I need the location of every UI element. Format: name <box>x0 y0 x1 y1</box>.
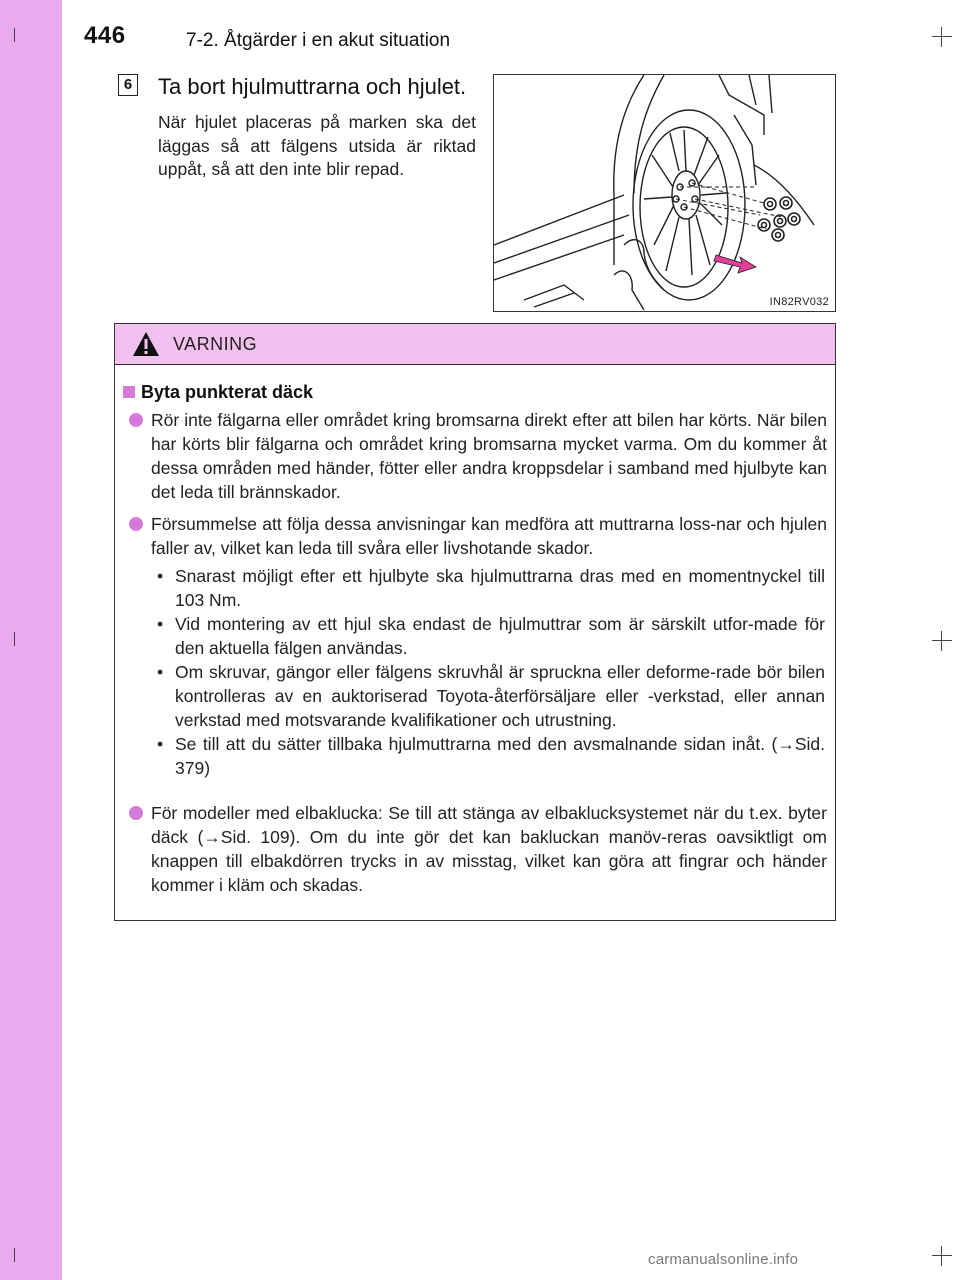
crop-mark <box>941 631 942 651</box>
side-color-band <box>0 0 62 1280</box>
warning-item-text: För modeller med elbaklucka: Se till att stänga av elbaklucksystemet när du t.ex. byter däck (→Sid. 109). Om du inte gör det kan bakluckan manöv-reras oavsiktligt om knappen till elbakdörren trycks in av misstag, vilket kan göra att fingrar och händer kommer i kläm och skadas. <box>151 803 827 895</box>
wheel-removal-illustration <box>493 74 836 312</box>
warning-triangle-icon <box>131 330 161 358</box>
warning-item <box>127 512 827 560</box>
crop-mark <box>14 1248 15 1262</box>
round-bullet-icon <box>129 517 143 531</box>
round-bullet-icon <box>129 413 143 427</box>
warning-sub-list <box>153 564 825 780</box>
wheel-diagram-svg <box>494 75 834 310</box>
sub-list-item: • Vid montering av ett hjul ska endast de hjulmuttrar som är särskilt utfor-made för den aktuella fälgen användas. <box>157 614 825 658</box>
sub-item-text: Om skruvar, gängor eller fälgens skruvhål är spruckna eller deforme-rade bör bilen kontrolleras av en auktoriserad Toyota-återförsäljare eller -verkstad, eller annan verkstad med motsvarande kvalifikationer och utrustning. <box>175 662 825 730</box>
sub-list-item: • Snarast möjligt efter ett hjulbyte ska hjulmuttrarna dras med en momentnyckel till 103 Nm. <box>157 566 825 610</box>
step-body-text: När hjulet placeras på marken ska det läggas så att fälgens utsida är riktad uppåt, så att den inte blir repad. <box>158 112 476 179</box>
sub-item-text: Snarast möjligt efter ett hjulbyte ska hjulmuttrarna dras med en momentnyckel till 103 Nm. <box>175 566 825 610</box>
sub-list-item: • Om skruvar, gängor eller fälgens skruvhål är spruckna eller deforme-rade bör bilen kontrolleras av en auktoriserad Toyota-återförsäljare eller -verkstad, eller annan verkstad med motsvarande kvalifikationer och utrustning. <box>157 662 825 730</box>
sub-item-text: Se till att du sätter tillbaka hjulmuttrarna med den avsmalnande sidan inåt. (→Sid. 379) <box>175 734 825 778</box>
warning-box <box>114 323 836 921</box>
sub-item-text: Vid montering av ett hjul ska endast de hjulmuttrar som är särskilt utfor-made för den aktuella fälgen användas. <box>175 614 825 658</box>
square-bullet-icon <box>123 386 135 398</box>
crop-mark <box>14 632 15 646</box>
crop-mark <box>14 28 15 42</box>
warning-item-text: Försummelse att följa dessa anvisningar kan medföra att muttrarna loss-nar och hjulen faller av, vilket kan leda till svåra eller livshotande skador. <box>151 514 827 558</box>
warning-title: VARNING <box>173 334 258 354</box>
warning-item <box>127 801 827 897</box>
warning-header <box>115 324 835 365</box>
crop-mark <box>932 36 952 37</box>
warning-item <box>127 408 827 504</box>
warning-section-heading <box>123 382 313 403</box>
step-number-badge: 6 <box>118 74 138 96</box>
section-title: 7-2. Åtgärder i en akut situation <box>186 30 451 51</box>
sub-list-item: • Se till att du sätter tillbaka hjulmuttrarna med den avsmalnande sidan inåt. (→Sid. 379) <box>157 734 825 778</box>
footer-watermark: carmanualsonline.info <box>648 1251 799 1268</box>
crop-mark <box>941 27 942 47</box>
crop-mark <box>941 1246 942 1266</box>
crop-mark <box>932 640 952 641</box>
crop-mark <box>932 1255 952 1256</box>
illustration-code: IN82RV032 <box>769 296 829 308</box>
round-bullet-icon <box>129 806 143 820</box>
page-number: 446 <box>84 22 126 49</box>
warning-section-label: Byta punkterat däck <box>141 382 314 402</box>
step-heading: Ta bort hjulmuttrarna och hjulet. <box>158 74 467 99</box>
warning-item-text: Rör inte fälgarna eller området kring bromsarna direkt efter att bilen har körts. När bilen har körts blir fälgarna och området kring bromsarna mycket varma. Om du kommer åt dessa områden med händer, fötter eller andra kroppsdelar i samband med hjulbyte kan det leda till brännskador. <box>151 410 827 502</box>
